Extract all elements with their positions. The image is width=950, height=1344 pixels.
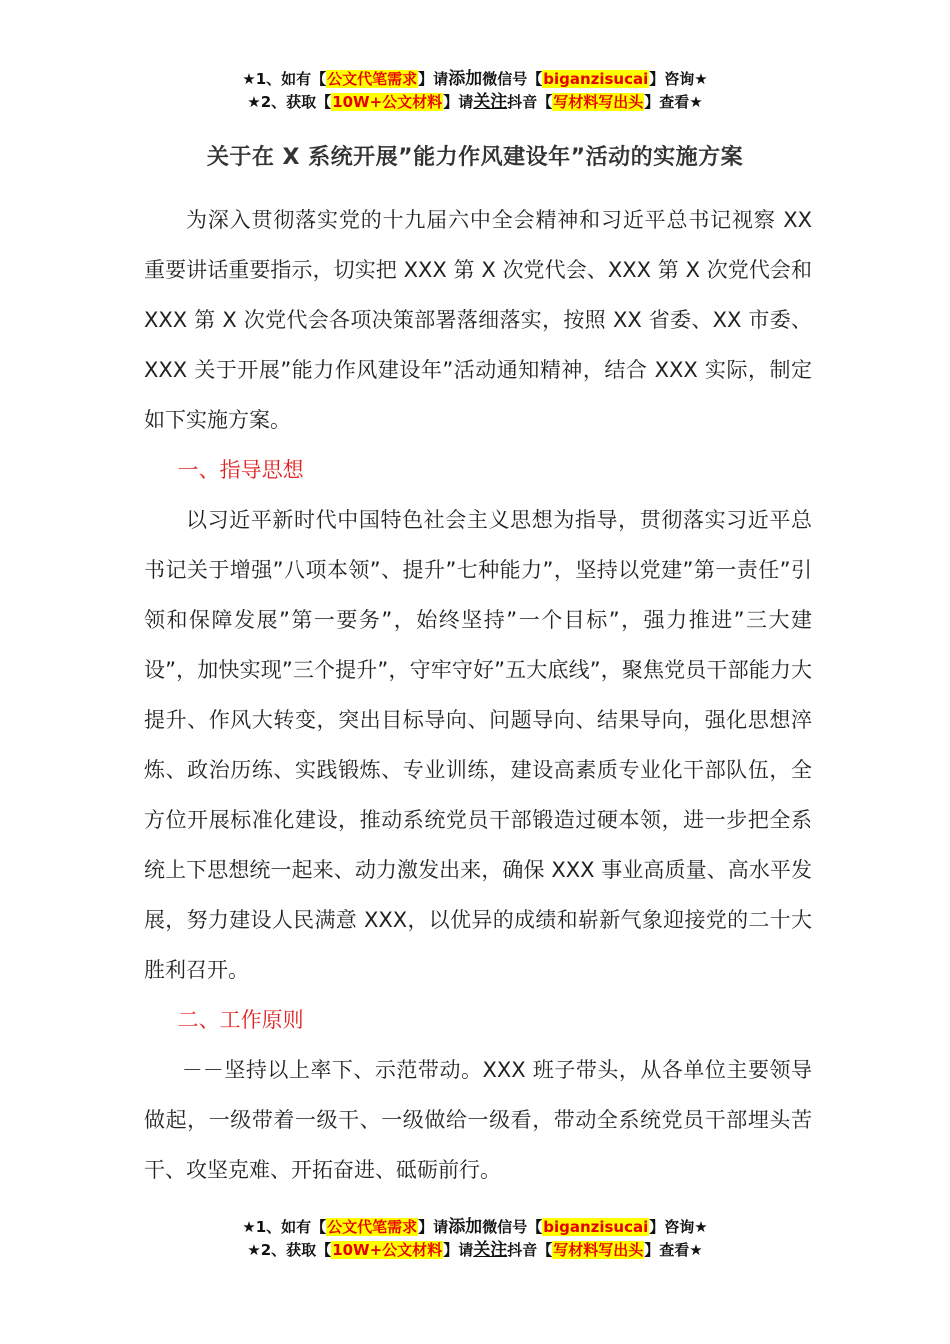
promo-text: ★1、如有【 [242,1218,327,1236]
document-body [144,195,812,1195]
promo-emphasis: 关注 [473,1240,508,1260]
promo-text: 】请 [418,1218,449,1236]
section-heading-guiding-ideology: 一、指导思想 [177,458,304,482]
promo-text: ★1、如有【 [242,70,327,88]
promo-emphasis: 关注 [473,92,508,112]
promo-line-1 [0,68,950,91]
promo-line-1 [0,1216,950,1239]
promo-wechat-id: biganzisucai [543,70,649,88]
promo-highlight: 公文代笔需求 [327,70,418,88]
intro-paragraph: 为深入贯彻落实党的十九届六中全会精神和习近平总书记视察 XX 重要讲话重要指示，切实把 XXX 第 X 次党代会、XXX 第 X 次党代会和 XXX 第 X 次党代会各项决策部署落细落实，按照 XX 省委、XX 市委、XXX 关于开展”能力作风建设年”活动通知精神，结合 XXX 实际，制定如下实施方案。 [144,208,812,432]
promo-text: 微信号【 [482,70,543,88]
promo-text: 抖音【 [507,93,553,111]
promo-emphasis: 添加 [448,69,483,89]
promo-emphasis: 添加 [448,1217,483,1237]
document-title: 关于在 X 系统开展”能力作风建设年”活动的实施方案 [206,145,744,170]
promo-highlight: 10W+公文材料 [332,1241,443,1259]
promo-text: 】咨询★ [649,1218,708,1236]
promo-banner-bottom [0,1216,950,1262]
section-heading-work-principles: 二、工作原则 [177,1008,304,1032]
promo-wechat-id: biganzisucai [543,1218,649,1236]
promo-text: 】请 [443,1241,474,1259]
promo-text: 】请 [443,93,474,111]
promo-text: ★2、获取【 [247,1241,332,1259]
promo-text: 微信号【 [482,1218,543,1236]
work-principle-item: －－坚持以上率下、示范带动。XXX 班子带头，从各单位主要领导做起，一级带着一级干、一级做给一级看，带动全系统党员干部埋头苦干、攻坚克难、开拓奋进、砥砺前行。 [144,1058,812,1182]
promo-douyin-id: 写材料写出头 [553,1241,644,1259]
promo-highlight: 10W+公文材料 [332,93,443,111]
promo-text: 】查看★ [644,1241,703,1259]
promo-banner-top [0,68,950,114]
promo-highlight: 公文代笔需求 [327,1218,418,1236]
promo-text: ★2、获取【 [247,93,332,111]
promo-text: 】咨询★ [649,70,708,88]
guiding-ideology-paragraph: 以习近平新时代中国特色社会主义思想为指导，贯彻落实习近平总书记关于增强”八项本领”、提升”七种能力”，坚持以党建”第一责任”引领和保障发展”第一要务”，始终坚持”一个目标”，强力推进”三大建设”，加快实现”三个提升”，守牢守好”五大底线”，聚焦党员干部能力大提升、作风大转变，突出目标导向、问题导向、结果导向，强化思想淬炼、政治历练、实践锻炼、专业训练，建设高素质专业化干部队伍，全方位开展标准化建设，推动系统党员干部锻造过硬本领，进一步把全系统上下思想统一起来、动力激发出来，确保 XXX 事业高质量、高水平发展，努力建设人民满意 XXX，以优异的成绩和崭新气象迎接党的二十大胜利召开。 [144,508,812,982]
promo-text: 抖音【 [507,1241,553,1259]
promo-line-2 [0,1239,950,1262]
promo-text: 】查看★ [644,93,703,111]
promo-line-2 [0,91,950,114]
promo-text: 】请 [418,70,449,88]
promo-douyin-id: 写材料写出头 [553,93,644,111]
